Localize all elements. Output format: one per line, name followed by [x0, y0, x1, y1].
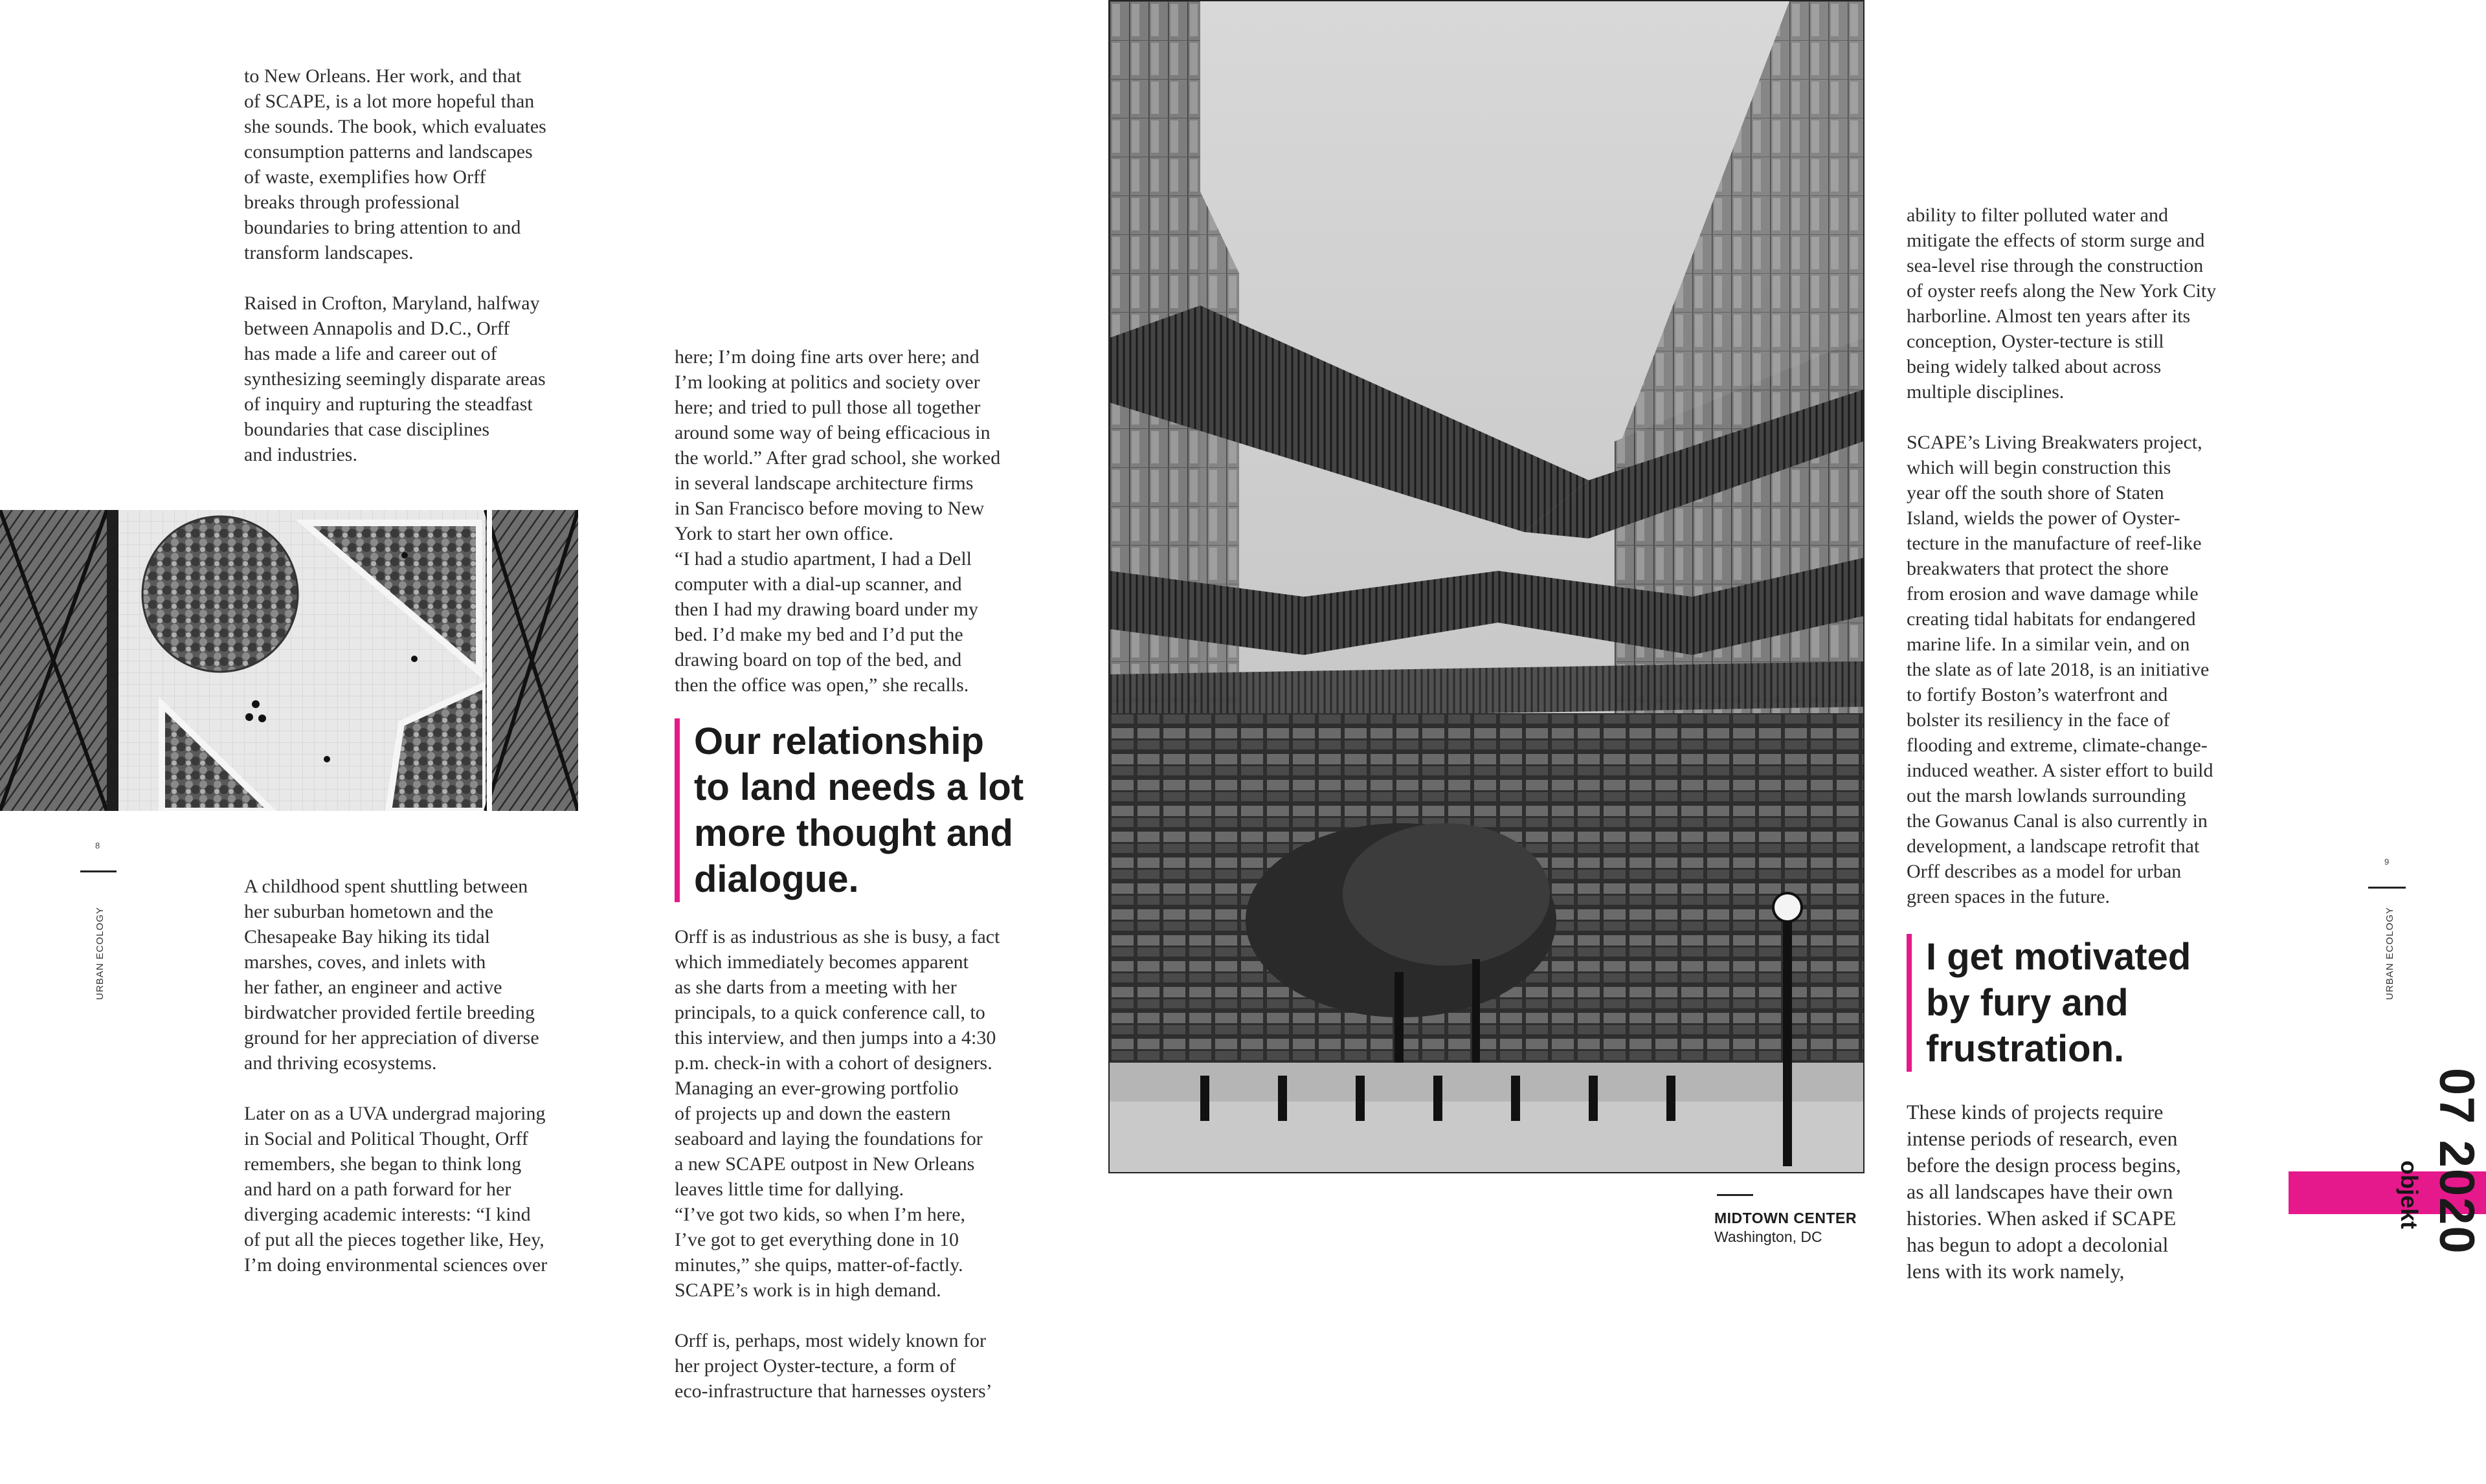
text-line: mitigate the effects of storm surge and	[1907, 230, 2205, 251]
issue-date: 07 2020	[2429, 1068, 2484, 1255]
text-line: harborline. Almost ten years after its	[1907, 305, 2191, 327]
text-line: leaves little time for dallying.	[675, 1179, 904, 1200]
text-line: SCAPE’s work is in high demand.	[675, 1279, 941, 1301]
text-line: boundaries to bring attention to and	[244, 217, 521, 238]
pull-quote-line: I get motivated	[1926, 936, 2191, 978]
midtown-center-photo	[1108, 0, 1864, 1173]
text-line: eco-infrastructure that harnesses oysters’	[675, 1380, 992, 1402]
text-line: which will begin construction this	[1907, 457, 2171, 478]
text-line: York to start her own office.	[675, 523, 894, 544]
text-line: induced weather. A sister effort to build	[1907, 760, 2213, 781]
text-line: around some way of being efficacious in	[675, 422, 991, 443]
caption-title: MIDTOWN CENTER	[1714, 1210, 1857, 1226]
text-line: p.m. check-in with a cohort of designers.	[675, 1052, 992, 1074]
text-line: synthesizing seemingly disparate areas	[244, 368, 546, 390]
brand-name: objekt	[2396, 1160, 2423, 1230]
text-line: the world.” After grad school, she worked	[675, 447, 1001, 469]
text-line: diverging academic interests: “I kind	[244, 1204, 531, 1225]
pull-quote-left	[675, 718, 1057, 902]
text-line: multiple disciplines.	[1907, 381, 2065, 403]
text-line: before the design process begins,	[1907, 1153, 2181, 1177]
text-line: These kinds of projects require	[1907, 1100, 2164, 1124]
left-col2-bottom	[675, 924, 1037, 1404]
text-line: Orff describes as a model for urban	[1907, 861, 2182, 882]
text-line: the Gowanus Canal is also currently in	[1907, 810, 2208, 832]
left-col1-bottom	[244, 874, 607, 1278]
pull-quote-right	[1907, 934, 2263, 1072]
text-line: marshes, coves, and inlets with	[244, 951, 486, 973]
text-line: and thriving ecosystems.	[244, 1052, 437, 1074]
text-line: as she darts from a meeting with her	[675, 977, 957, 998]
text-line: and hard on a path forward for her	[244, 1179, 511, 1200]
pull-quote-line: frustration.	[1926, 1028, 2125, 1070]
text-line: Later on as a UVA undergrad majoring	[244, 1103, 546, 1124]
text-line: as all landscapes have their own	[1907, 1180, 2173, 1203]
text-line: her project Oyster-tecture, a form of	[675, 1355, 956, 1377]
text-line: I’m doing environmental sciences over	[244, 1254, 548, 1276]
text-line: SCAPE’s Living Breakwaters project,	[1907, 432, 2202, 453]
pull-quote-line: by fury and	[1926, 982, 2129, 1024]
text-line: this interview, and then jumps into a 4:30	[675, 1027, 996, 1048]
text-line: A childhood spent shuttling between	[244, 876, 528, 897]
text-line: conception, Oyster-tecture is still	[1907, 331, 2164, 352]
text-line: in San Francisco before moving to New	[675, 498, 985, 519]
pull-quote-line: dialogue.	[694, 858, 859, 900]
paragraph	[244, 1101, 607, 1278]
text-line: her suburban hometown and the	[244, 901, 493, 922]
paragraph	[675, 1328, 1037, 1404]
right-col-top	[1907, 203, 2269, 909]
text-line: to fortify Boston’s waterfront and	[1907, 684, 2168, 705]
caption-rule	[1717, 1194, 1753, 1196]
text-line: of waste, exemplifies how Orff	[244, 166, 486, 188]
pull-quote-line: Our relationship	[694, 720, 984, 762]
text-line: minutes,” she quips, matter-of-factly.	[675, 1254, 963, 1276]
text-line: Orff is as industrious as she is busy, a fact	[675, 926, 1000, 947]
paragraph	[244, 874, 607, 1076]
pull-quote-line: more thought and	[694, 812, 1013, 854]
text-line: has begun to adopt a decolonial	[1907, 1233, 2169, 1256]
paragraph	[675, 344, 1037, 698]
text-line: breaks through professional	[244, 192, 460, 213]
text-line: “I’ve got two kids, so when I’m here,	[675, 1204, 966, 1225]
text-line: drawing board on top of the bed, and	[675, 649, 962, 670]
text-line: from erosion and wave damage while	[1907, 583, 2199, 604]
section-label-right: URBAN ECOLOGY	[2384, 907, 2395, 1000]
page-number-rule-left	[80, 870, 117, 872]
text-line: in several landscape architecture firms	[675, 472, 974, 494]
text-line: between Annapolis and D.C., Orff	[244, 318, 510, 339]
text-line: consumption patterns and landscapes	[244, 141, 533, 162]
text-line: out the marsh lowlands surrounding	[1907, 785, 2186, 806]
text-line: remembers, she began to think long	[244, 1153, 522, 1175]
text-line: year off the south shore of Staten	[1907, 482, 2164, 504]
text-line: of projects up and down the eastern	[675, 1103, 951, 1124]
text-line: a new SCAPE outpost in New Orleans	[675, 1153, 975, 1175]
text-line: to New Orleans. Her work, and that	[244, 65, 522, 87]
paragraph	[1907, 1099, 2269, 1285]
text-line: transform landscapes.	[244, 242, 414, 263]
text-line: principals, to a quick conference call, to	[675, 1002, 985, 1023]
text-line: she sounds. The book, which evaluates	[244, 116, 546, 137]
text-line: bed. I’d make my bed and I’d put the	[675, 624, 963, 645]
page-number-left: 8	[95, 841, 100, 850]
left-col1-top	[244, 63, 607, 467]
paragraph	[244, 63, 607, 265]
page-number-rule-right	[2368, 887, 2406, 889]
photo-caption	[1714, 1208, 1863, 1246]
section-label-left: URBAN ECOLOGY	[95, 907, 106, 1000]
text-line: has made a life and career out of	[244, 343, 497, 364]
text-line: the slate as of late 2018, is an initiative	[1907, 659, 2210, 680]
text-line: here; I’m doing fine arts over here; and	[675, 346, 980, 368]
pull-quote-line: to land needs a lot	[694, 766, 1024, 808]
text-line: green spaces in the future.	[1907, 886, 2111, 907]
paragraph	[244, 291, 607, 467]
text-line: Raised in Crofton, Maryland, halfway	[244, 293, 540, 314]
left-col2-top	[675, 344, 1037, 698]
text-line: and industries.	[244, 444, 357, 465]
text-line: then I had my drawing board under my	[675, 599, 979, 620]
text-line: Chesapeake Bay hiking its tidal	[244, 926, 490, 947]
text-line: sea-level rise through the construction	[1907, 255, 2204, 276]
text-line: in Social and Political Thought, Orff	[244, 1128, 528, 1149]
text-line: development, a landscape retrofit that	[1907, 836, 2200, 857]
paragraph	[675, 924, 1037, 1303]
text-line: of oyster reefs along the New York City	[1907, 280, 2217, 302]
text-line: flooding and extreme, climate-change-	[1907, 735, 2208, 756]
text-line: of SCAPE, is a lot more hopeful than	[244, 91, 535, 112]
text-line: birdwatcher provided fertile breeding	[244, 1002, 535, 1023]
text-line: her father, an engineer and active	[244, 977, 502, 998]
text-line: being widely talked about across	[1907, 356, 2162, 377]
text-line: marine life. In a similar vein, and on	[1907, 634, 2190, 655]
text-line: I’ve got to get everything done in 10	[675, 1229, 959, 1250]
text-line: breakwaters that protect the shore	[1907, 558, 2169, 579]
aerial-plaza-photo	[0, 510, 578, 811]
text-line: Orff is, perhaps, most widely known for	[675, 1330, 987, 1351]
text-line: Island, wields the power of Oyster-	[1907, 507, 2180, 529]
text-line: computer with a dial-up scanner, and	[675, 573, 962, 595]
text-line: Managing an ever-growing portfolio	[675, 1078, 959, 1099]
text-line: then the office was open,” she recalls.	[675, 674, 969, 696]
text-line: I’m looking at politics and society over	[675, 371, 980, 393]
text-line: of put all the pieces together like, Hey,	[244, 1229, 544, 1250]
text-line: tecture in the manufacture of reef-like	[1907, 533, 2202, 554]
text-line: “I had a studio apartment, I had a Dell	[675, 548, 972, 570]
text-line: ability to filter polluted water and	[1907, 205, 2169, 226]
text-line: lens with its work namely,	[1907, 1259, 2125, 1283]
text-line: of inquiry and rupturing the steadfast	[244, 393, 533, 415]
text-line: ground for her appreciation of diverse	[244, 1027, 539, 1048]
right-col-bottom	[1907, 1099, 2269, 1285]
text-line: intense periods of research, even	[1907, 1127, 2178, 1150]
caption-subtitle: Washington, DC	[1714, 1228, 1822, 1245]
text-line: bolster its resiliency in the face of	[1907, 709, 2170, 731]
page-number-right: 9	[2384, 857, 2390, 867]
paragraph	[1907, 203, 2269, 404]
text-line: here; and tried to pull those all together	[675, 397, 981, 418]
text-line: boundaries that case disciplines	[244, 419, 490, 440]
building-illustration	[1110, 1, 1863, 1172]
text-line: histories. When asked if SCAPE	[1907, 1206, 2177, 1230]
paragraph	[1907, 430, 2269, 909]
aerial-plaza-illustration	[0, 510, 578, 811]
text-line: which immediately becomes apparent	[675, 951, 969, 973]
text-line: creating tidal habitats for endangered	[1907, 608, 2196, 630]
text-line: seaboard and laying the foundations for	[675, 1128, 983, 1149]
